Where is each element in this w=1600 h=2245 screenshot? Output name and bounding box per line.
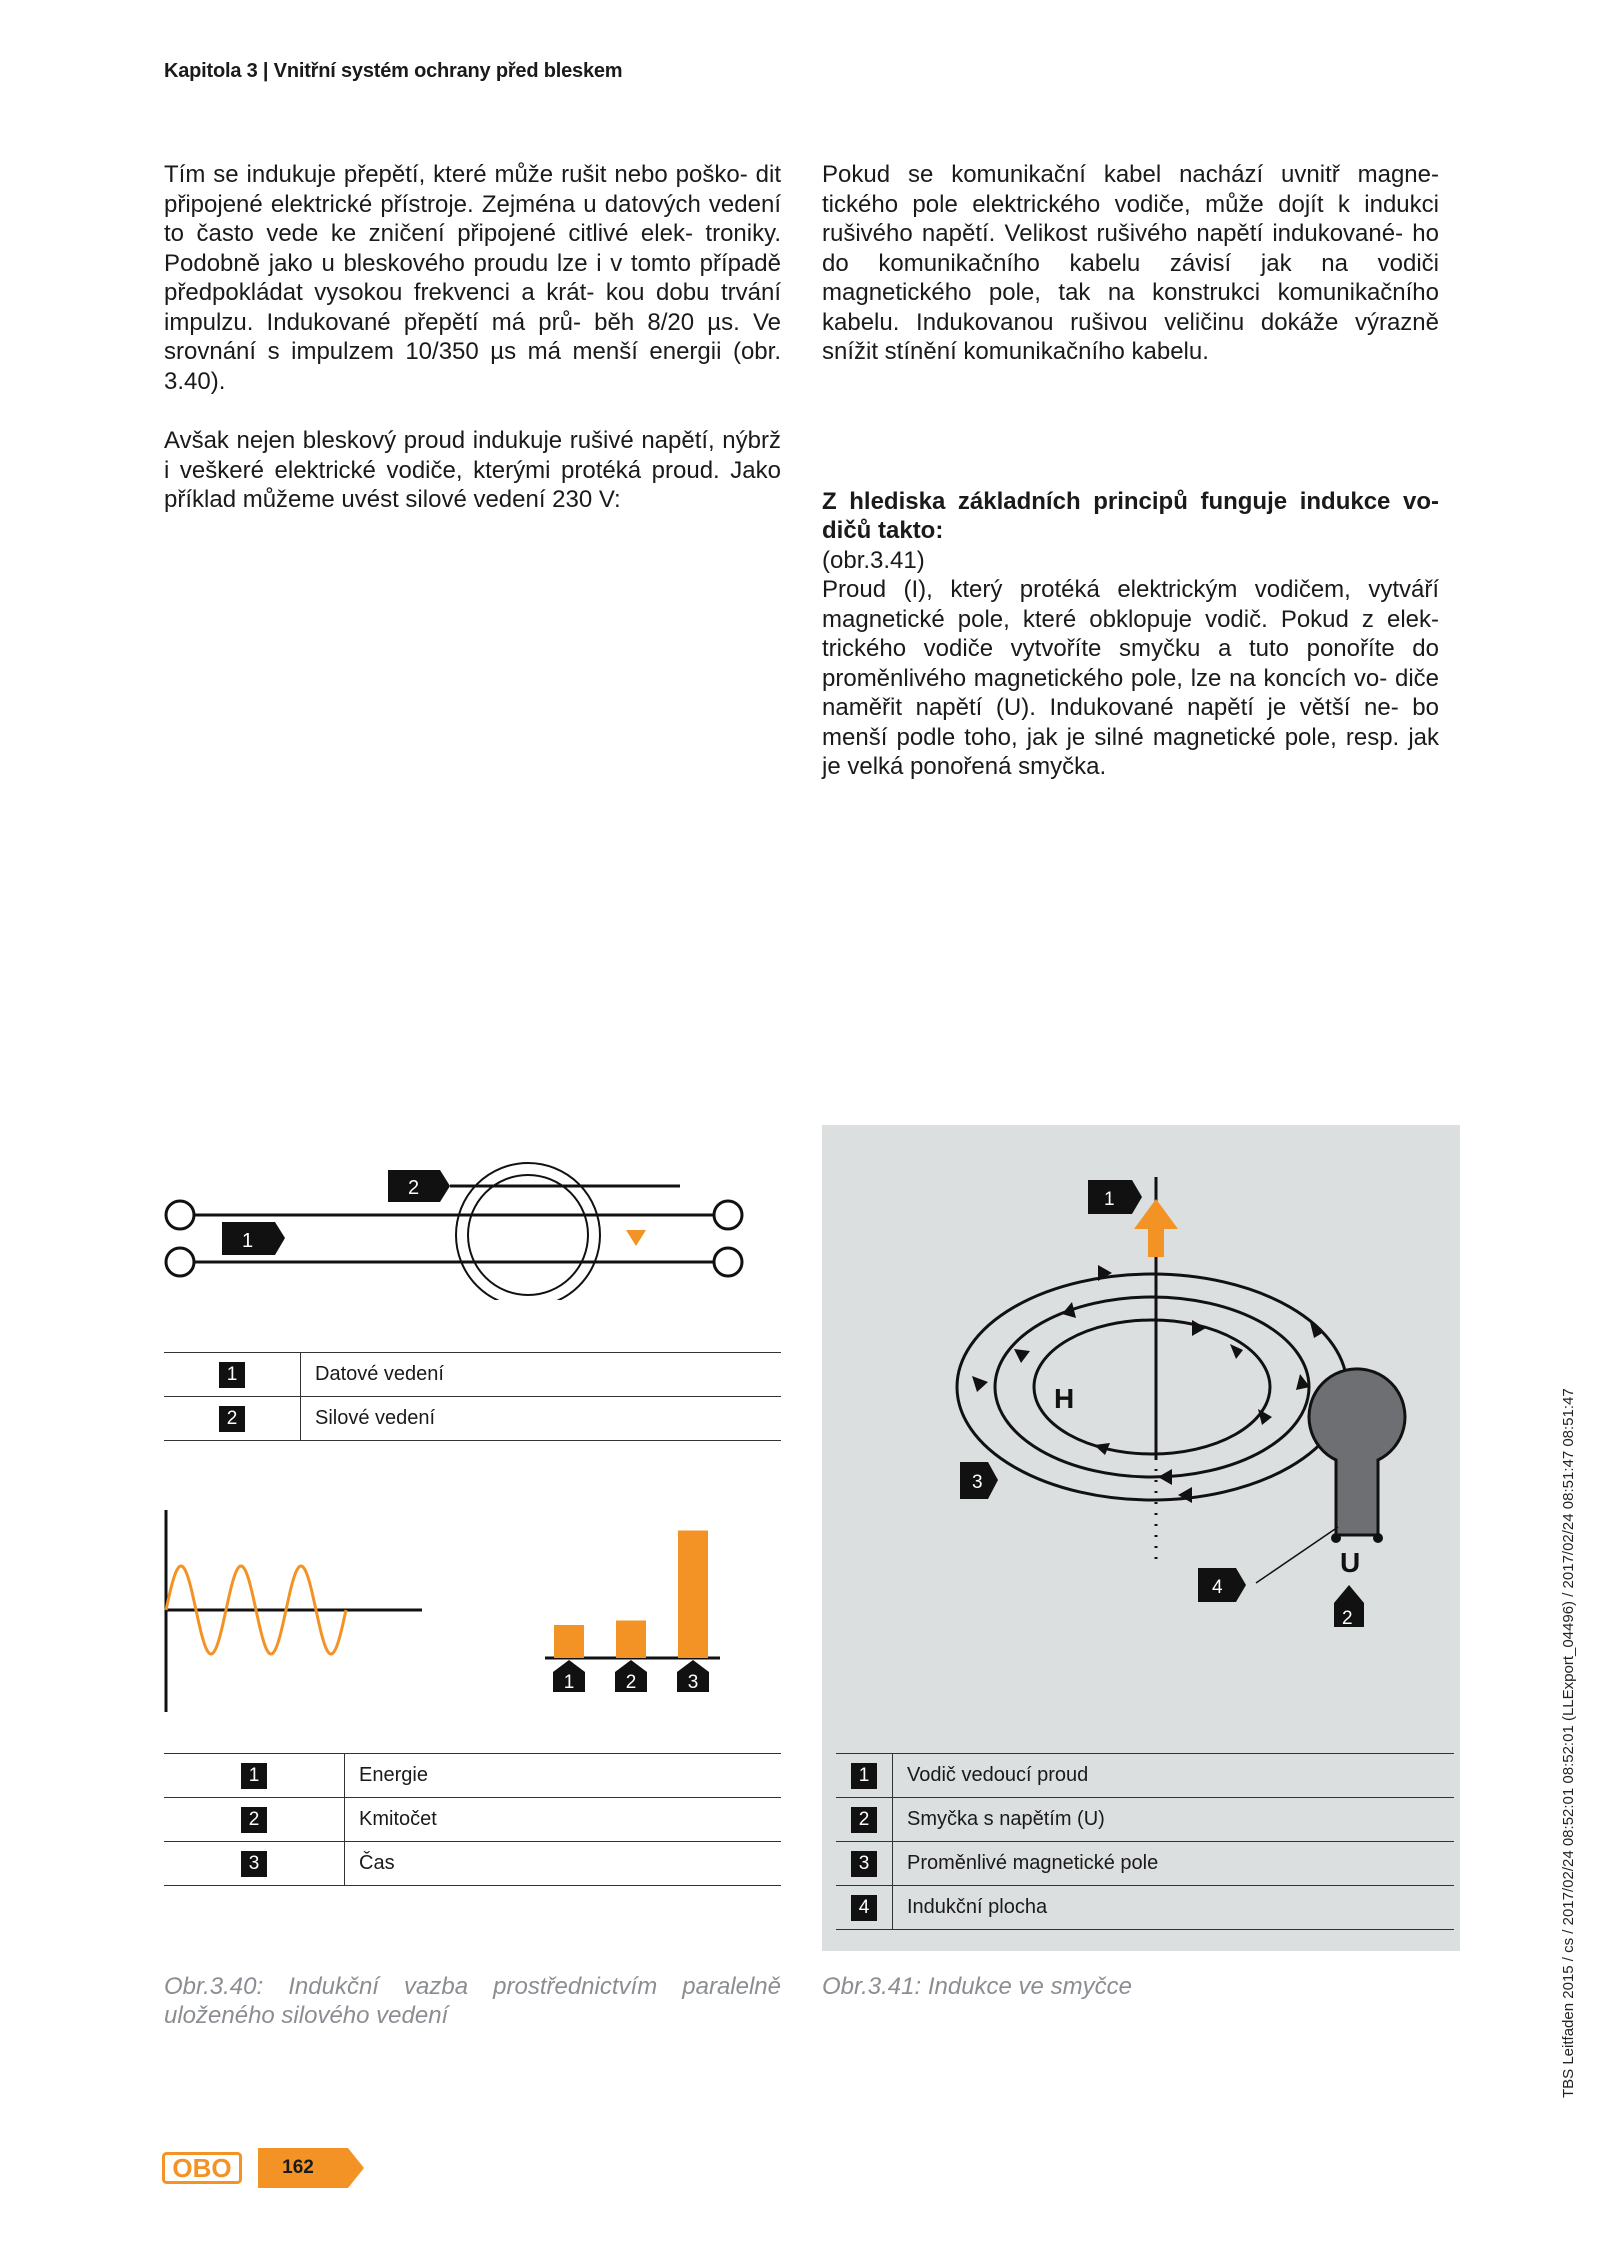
current-arrow-head	[1134, 1199, 1178, 1229]
right-paragraph-1: Pokud se komunikační kabel nachází uvnitř magne- tického pole elektrického vodiče, může dojít k indukci rušivého napětí. Velikost rušivého napětí indukované- ho do komunikačního kabelu závisí jak na vodiči magnetického pole, tak na konstrukci komunikačního kabelu. Indukovanou rušivou veličinu dokáže výrazně snížit stínění komunikačního kabelu.	[822, 161, 1439, 365]
marker-1-label: 1	[1104, 1189, 1115, 1210]
obo-logo	[162, 2152, 242, 2184]
loop-terminal-right	[1373, 1533, 1383, 1543]
legend-row	[164, 1842, 781, 1886]
voltage-loop	[1309, 1369, 1405, 1535]
left-column	[164, 160, 781, 515]
field-arrowhead	[972, 1376, 988, 1392]
field-ring-middle	[995, 1297, 1309, 1477]
field-arrowhead	[1014, 1349, 1030, 1363]
legend-label: Proměnlivé magnetické pole	[893, 1842, 1455, 1886]
field-arrowhead	[1192, 1320, 1206, 1336]
legend-label: Čas	[345, 1842, 782, 1886]
legend-number: 3	[241, 1851, 267, 1877]
chapter-header: Kapitola 3 | Vnitřní systém ochrany před bleskem	[164, 60, 623, 82]
legend-number: 1	[219, 1362, 245, 1388]
legend-row	[836, 1754, 1454, 1798]
bar-plot	[540, 1502, 740, 1722]
field-inner-circle	[468, 1175, 588, 1295]
figure-341-caption: Obr.3.41: Indukce ve smyčce	[822, 1973, 1132, 2000]
terminal-right-lower	[714, 1248, 742, 1276]
left-paragraph-1: Tím se indukuje přepětí, které může rušit nebo poško- dit připojené elektrické přístroje. Zejména u datových vedení to často vede ke zničení připojené citlivé elek- troniky. Podobně jako u bleskového proudu lze i v tomto případě předpokládat vysokou frekvenci a krát- kou dobu trvání impulzu. Indukované přepětí má prů- běh 8/20 µs. Ve srovnání s impulzem 10/350 µs má menší energii (obr. 3.40).	[164, 161, 781, 395]
field-arrowhead	[1158, 1469, 1172, 1485]
legend-label: Kmitočet	[345, 1798, 782, 1842]
legend-row	[836, 1886, 1454, 1930]
bar-1	[554, 1625, 584, 1658]
legend-row	[836, 1798, 1454, 1842]
legend-label: Vodič vedoucí proud	[893, 1754, 1455, 1798]
legend-label: Energie	[345, 1754, 782, 1798]
marker-1-shape	[222, 1222, 285, 1255]
legend-label: Silové vedení	[301, 1397, 782, 1441]
marker-4-label: 4	[1212, 1577, 1223, 1598]
terminal-right-upper	[714, 1201, 742, 1229]
legend-row	[164, 1798, 781, 1842]
legend-341	[836, 1753, 1454, 1930]
loop-induction-diagram	[822, 1125, 1460, 1685]
legend-top	[164, 1352, 781, 1441]
right-paragraph-2: Proud (I), který protéká elektrickým vodičem, vytváří magnetické pole, které obklopuje vodič. Pokud z elek- trického vodiče vytvoříte smyčku a tuto ponoříte do proměnlivého magnetického pole, lze na koncích vo- diče naměřit napětí (U). Indukované napětí je větší ne- bo menší podle toho, jak je silné magnetické pole, resp. jak je velká ponořená smyčka.	[822, 576, 1439, 780]
legend-row	[164, 1353, 781, 1397]
legend-number: 1	[851, 1763, 877, 1789]
field-arrowhead	[1062, 1302, 1076, 1318]
legend-number: 4	[851, 1895, 877, 1921]
field-arrowhead	[1178, 1487, 1192, 1503]
legend-row	[164, 1754, 781, 1798]
legend-number: 2	[241, 1807, 267, 1833]
field-letter-h: H	[1054, 1383, 1075, 1414]
marker-1-label: 1	[242, 1230, 254, 1252]
coupling-diagram	[160, 1150, 760, 1300]
legend-number: 3	[851, 1851, 877, 1877]
field-outer-circle	[456, 1163, 600, 1300]
figure-reference: (obr.3.41)	[822, 546, 925, 574]
marker-2-label: 2	[1342, 1608, 1353, 1629]
legend-bottom	[164, 1753, 781, 1886]
legend-number: 2	[851, 1807, 877, 1833]
terminal-left-upper	[166, 1201, 194, 1229]
bar-marker-label: 2	[625, 1672, 637, 1693]
field-arrowhead	[1258, 1409, 1272, 1425]
terminal-left-lower	[166, 1248, 194, 1276]
bar-3	[678, 1531, 708, 1659]
legend-number: 2	[219, 1406, 245, 1432]
legend-row	[836, 1842, 1454, 1886]
logo-text: OBO	[172, 2153, 232, 2183]
current-arrow-shaft	[1148, 1225, 1164, 1257]
marker-3-label: 3	[972, 1472, 983, 1493]
loop-terminal-left	[1331, 1533, 1341, 1543]
legend-row	[164, 1397, 781, 1441]
marker-1-shape	[1088, 1180, 1142, 1214]
marker-2-label: 2	[408, 1177, 420, 1199]
page-number-tab	[258, 2148, 364, 2188]
sine-wave-plot	[160, 1502, 450, 1722]
legend-number: 1	[241, 1763, 267, 1789]
legend-label: Datové vedení	[301, 1353, 782, 1397]
left-paragraph-2: Avšak nejen bleskový proud indukuje rušivé napětí, nýbrž i veškeré elektrické vodiče, kterými protéká proud. Jako příklad můžeme uvést silové vedení 230 V:	[164, 427, 781, 513]
right-column	[822, 160, 1439, 782]
voltage-letter-u: U	[1340, 1547, 1361, 1578]
field-ring-outer	[957, 1274, 1347, 1500]
bar-2	[616, 1621, 646, 1659]
bar-marker-label: 1	[563, 1672, 575, 1693]
legend-label: Indukční plocha	[893, 1886, 1455, 1930]
field-arrowhead	[1230, 1344, 1243, 1359]
field-direction-arrow	[626, 1230, 646, 1246]
page-number: 162	[282, 2157, 314, 2178]
print-metadata: TBS Leitfaden 2015 / cs / 2017/02/24 08:52:01 08:52:01 (LLExport_04496) / 2017/02/24 08:51:47 08:51:47	[1560, 1388, 1577, 2098]
figure-340-caption: Obr.3.40: Indukční vazba prostřednictvím paralelně uloženého silového vedení	[164, 1973, 781, 2029]
bar-marker-label: 3	[687, 1672, 699, 1693]
legend-label: Smyčka s napětím (U)	[893, 1798, 1455, 1842]
leader-line-4	[1256, 1527, 1338, 1583]
right-heading: Z hlediska základních principů funguje indukce vo- dičů takto:	[822, 487, 1439, 544]
